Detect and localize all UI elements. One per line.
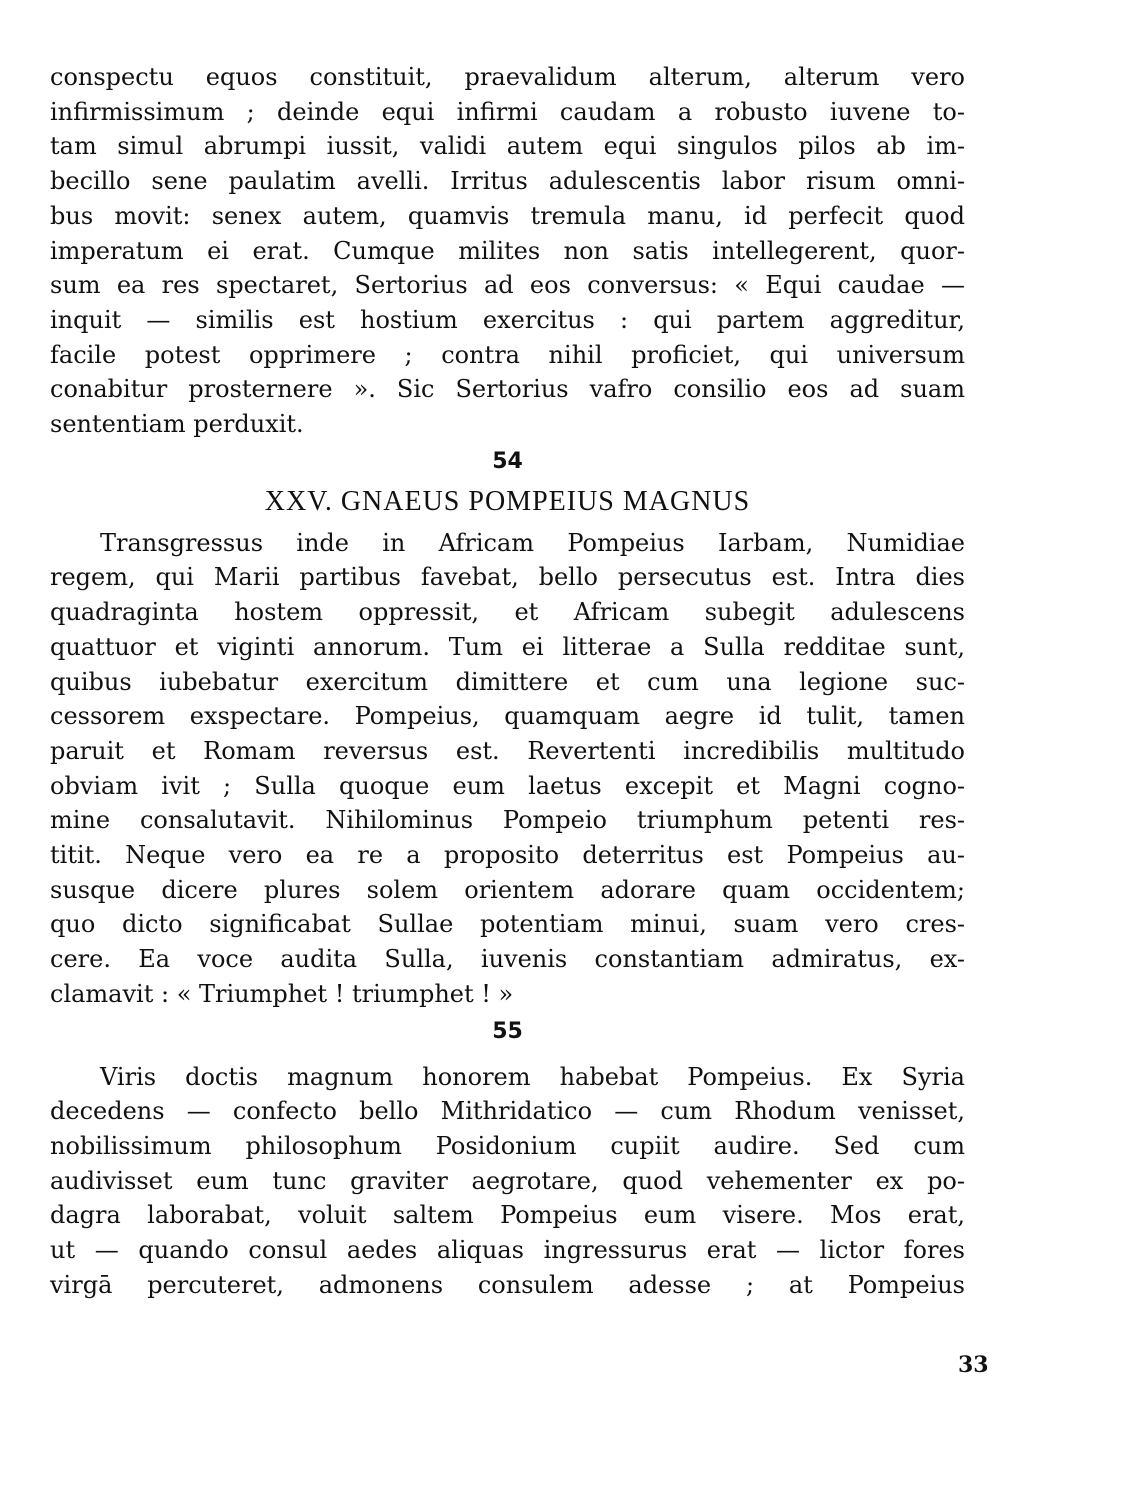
- text-line: nobilissimum philosophum Posidonium cupiit audire. Sed cum: [50, 1131, 965, 1160]
- text-line: imperatum ei erat. Cumque milites non satis intellegerent, quor-: [50, 236, 965, 265]
- section-number-55: 55: [492, 1018, 523, 1044]
- text-line: sum ea res spectaret, Sertorius ad eos conversus: « Equi caudae —: [50, 271, 965, 300]
- section-title: XXV. GNAEUS POMPEIUS MAGNUS: [264, 485, 751, 517]
- page-number: 33: [958, 1352, 989, 1378]
- document-page: [50, 60, 965, 1460]
- text-line: regem, qui Marii partibus favebat, bello persecutus est. Intra dies: [50, 563, 965, 592]
- text-line: inquit — similis est hostium exercitus : qui partem aggreditur,: [50, 305, 965, 334]
- text-line: tam simul abrumpi iussit, validi autem equi singulos pilos ab im-: [50, 132, 965, 161]
- text-line: quattuor et viginti annorum. Tum ei litterae a Sulla redditae sunt,: [50, 632, 965, 661]
- text-line: ut — quando consul aedes aliquas ingressurus erat — lictor fores: [50, 1236, 965, 1265]
- section-number-54: 54: [492, 448, 523, 474]
- text-line: cere. Ea voce audita Sulla, iuvenis constantiam admiratus, ex-: [50, 945, 965, 974]
- text-line: susque dicere plures solem orientem adorare quam occidentem;: [50, 875, 965, 904]
- text-line: obviam ivit ; Sulla quoque eum laetus excepit et Magni cogno-: [50, 771, 965, 800]
- text-line: sententiam perduxit.: [50, 410, 304, 439]
- text-line: quibus iubebatur exercitum dimittere et cum una legione suc-: [50, 667, 965, 696]
- text-line: quo dicto significabat Sullae potentiam minui, suam vero cres-: [50, 910, 965, 939]
- text-line: Transgressus inde in Africam Pompeius Iarbam, Numidiae: [100, 528, 965, 557]
- section-55-paragraph: [50, 1060, 965, 1303]
- text-line: dagra laborabat, voluit saltem Pompeius eum visere. Mos erat,: [50, 1201, 965, 1230]
- text-line: decedens — confecto bello Mithridatico — cum Rhodum venisset,: [50, 1097, 965, 1126]
- text-line: mine consalutavit. Nihilominus Pompeio triumphum petenti res-: [50, 806, 965, 835]
- text-line: cessorem exspectare. Pompeius, quamquam aegre id tulit, tamen: [50, 702, 965, 731]
- text-line: virgā percuteret, admonens consulem adesse ; at Pompeius: [50, 1270, 965, 1299]
- text-line: facile potest opprimere ; contra nihil proficiet, qui universum: [50, 340, 965, 369]
- section-54-paragraph: [50, 526, 965, 1012]
- text-line: Viris doctis magnum honorem habebat Pompeius. Ex Syria: [100, 1062, 965, 1091]
- text-line: becillo sene paulatim avelli. Irritus adulescentis labor risum omni-: [50, 167, 965, 196]
- text-line: conspectu equos constituit, praevalidum alterum, alterum vero: [50, 63, 965, 91]
- text-line: bus movit: senex autem, quamvis tremula manu, id perfecit quod: [50, 201, 965, 230]
- text-line: clamavit : « Triumphet ! triumphet ! »: [50, 979, 514, 1008]
- text-line: conabitur prosternere ». Sic Sertorius vafro consilio eos ad suam: [50, 375, 965, 404]
- top-paragraph: [50, 60, 965, 442]
- text-line: paruit et Romam reversus est. Revertenti incredibilis multitudo: [50, 736, 965, 765]
- text-line: audivisset eum tunc graviter aegrotare, quod vehementer ex po-: [50, 1166, 965, 1195]
- spacer: [50, 1052, 965, 1060]
- text-line: titit. Neque vero ea re a proposito deterritus est Pompeius au-: [50, 841, 965, 870]
- text-line: quadraginta hostem oppressit, et Africam subegit adulescens: [50, 598, 965, 627]
- text-line: infirmissimum ; deinde equi infirmi caudam a robusto iuvene to-: [50, 97, 965, 126]
